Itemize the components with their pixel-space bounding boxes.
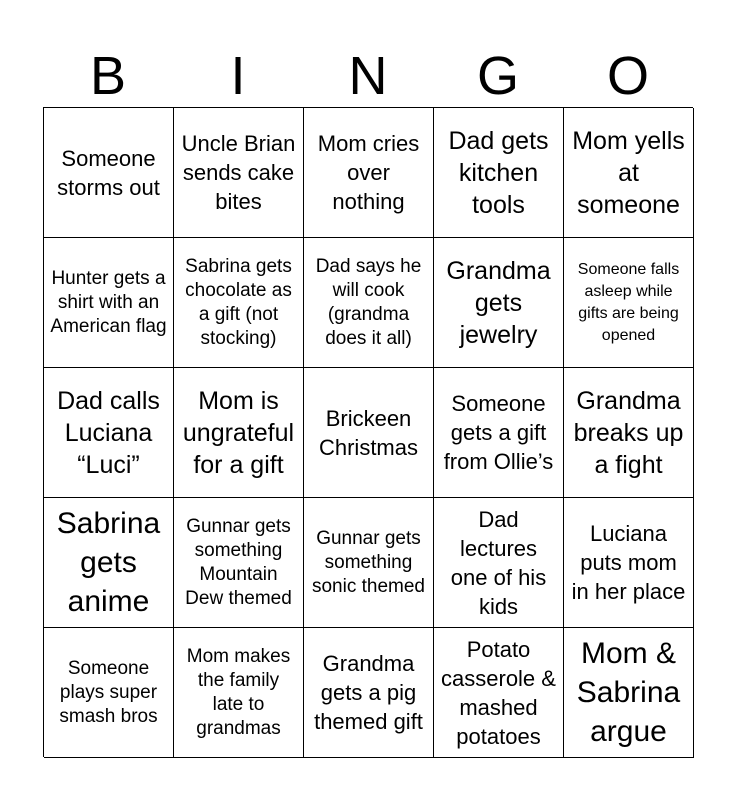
bingo-cell-text: Sabrina gets chocolate as a gift (not stocking)	[185, 255, 292, 349]
bingo-board	[43, 107, 693, 757]
bingo-cell[interactable]	[564, 108, 694, 238]
bingo-cell-text: Mom yells at someone	[572, 126, 685, 219]
header-letter-n: N	[348, 46, 388, 106]
bingo-cell[interactable]	[434, 108, 564, 238]
bingo-cell-text: Dad lectures one of his kids	[450, 506, 547, 619]
bingo-cell[interactable]	[174, 368, 304, 498]
bingo-cell[interactable]	[564, 368, 694, 498]
header-letter-b: B	[89, 46, 127, 106]
header-letter-i: I	[230, 46, 246, 106]
bingo-cell-text: Someone falls asleep while gifts are being opened	[577, 260, 680, 344]
bingo-cell-text: Someone storms out	[57, 145, 160, 200]
bingo-cell[interactable]	[304, 368, 434, 498]
bingo-cell-text: Dad calls Luciana “Luci”	[57, 386, 160, 479]
bingo-cell[interactable]	[434, 628, 564, 758]
bingo-cell-text: Uncle Brian sends cake bites	[181, 131, 296, 214]
bingo-cell-text: Mom cries over nothing	[317, 131, 420, 214]
bingo-cell-text: Someone plays super smash bros	[59, 657, 158, 727]
bingo-cell[interactable]	[174, 498, 304, 628]
bingo-cell[interactable]	[44, 498, 174, 628]
bingo-cell-text: Potato casserole & mashed potatoes	[441, 636, 556, 749]
bingo-cell-text: Dad gets kitchen tools	[448, 126, 549, 219]
bingo-cell[interactable]	[304, 628, 434, 758]
bingo-cell[interactable]	[174, 238, 304, 368]
bingo-header	[43, 44, 693, 108]
bingo-cell[interactable]	[304, 108, 434, 238]
bingo-cell-text: Hunter gets a shirt with an American flag	[50, 267, 167, 337]
bingo-cell[interactable]	[174, 108, 304, 238]
bingo-cell[interactable]	[434, 238, 564, 368]
bingo-cell-text: Mom is ungrateful for a gift	[182, 386, 295, 479]
bingo-cell-text: Gunnar gets something Mountain Dew themed	[185, 515, 292, 609]
bingo-cell-text: Gunnar gets something sonic themed	[311, 527, 425, 597]
header-letter-g: G	[476, 46, 519, 106]
bingo-cell[interactable]	[564, 498, 694, 628]
bingo-cell-text: Mom & Sabrina argue	[576, 637, 681, 748]
bingo-cell-text: Luciana puts mom in her place	[571, 521, 686, 604]
bingo-cell[interactable]	[304, 238, 434, 368]
bingo-cell[interactable]	[434, 368, 564, 498]
bingo-cell[interactable]	[304, 498, 434, 628]
bingo-cell[interactable]	[44, 368, 174, 498]
bingo-cell-text: Someone gets a gift from Ollie’s	[443, 391, 554, 474]
header-letter-o: O	[606, 46, 649, 106]
bingo-cell[interactable]	[174, 628, 304, 758]
bingo-cell[interactable]	[564, 628, 694, 758]
bingo-cell-text: Dad says he will cook (grandma does it all)	[315, 255, 422, 349]
bingo-cell[interactable]	[434, 498, 564, 628]
bingo-cell-text: Brickeen Christmas	[318, 405, 418, 460]
bingo-cell[interactable]	[44, 628, 174, 758]
bingo-cell[interactable]	[44, 238, 174, 368]
bingo-cell-text: Mom makes the family late to grandmas	[186, 645, 291, 739]
bingo-cell-text: Sabrina gets anime	[56, 507, 161, 618]
bingo-cell-text: Grandma breaks up a fight	[573, 386, 684, 479]
bingo-cell-text: Grandma gets jewelry	[446, 256, 551, 349]
bingo-cell-text: Grandma gets a pig themed gift	[314, 651, 423, 734]
bingo-cell[interactable]	[564, 238, 694, 368]
bingo-cell[interactable]	[44, 108, 174, 238]
